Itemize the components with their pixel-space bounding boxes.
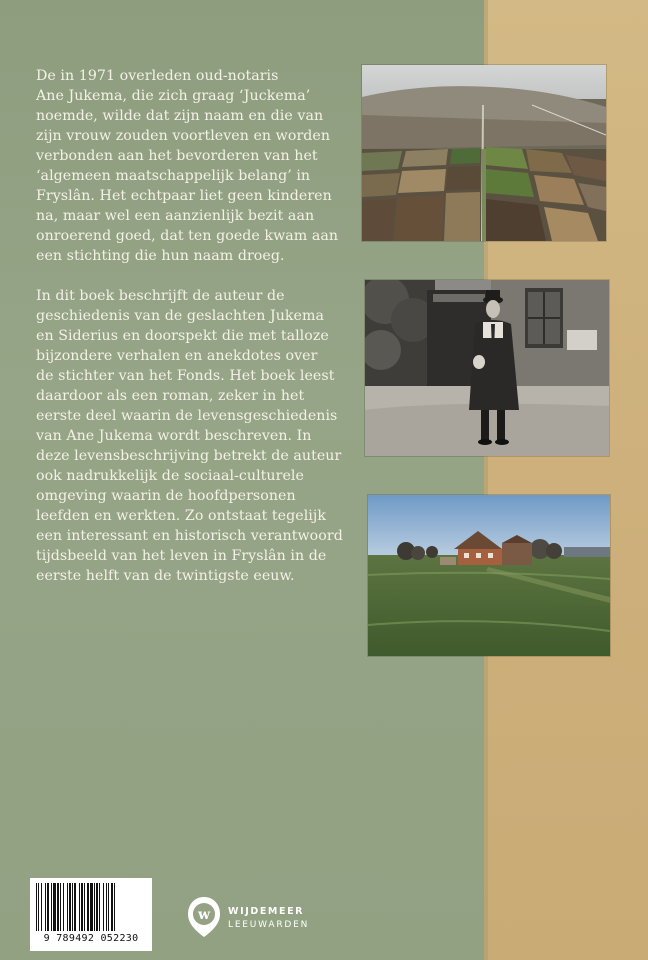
historic-portrait-image bbox=[365, 280, 609, 456]
barcode-bars bbox=[34, 883, 148, 931]
blurb-paragraph-2: In dit boek beschrijft de auteur de geschiedenis van de geslachten Jukema en Siderius en doorspekt die met talloze bijzondere verhalen en anekdotes over de stichter van het Fonds. Het boek leest daardoor als een roman, zeker in het eerste deel waarin de levensgeschiedenis van Ane Jukema wordt beschreven. In deze levensbeschrijving betrekt de auteur ook nadrukkelijk de sociaal-culturele omgeving waarin de hoofdpersonen leefden en werkten. Zo ontstaat tegelijk een interessant en historisch verantwoord tijdsbeeld van het leven in Fryslân in de eerste helft van de twintigste eeuw. bbox=[36, 288, 343, 584]
isbn-number: 9 789492 052230 bbox=[43, 933, 139, 944]
farmhouse-landscape-image bbox=[368, 495, 610, 656]
photo-farmhouse bbox=[368, 495, 610, 656]
blurb-text bbox=[36, 66, 356, 606]
publisher-logo-icon bbox=[186, 895, 222, 939]
publisher-name: WIJDEMEER bbox=[228, 906, 305, 917]
isbn-barcode bbox=[30, 878, 152, 951]
photo-man-in-hat bbox=[365, 280, 609, 456]
blurb-paragraph-1: De in 1971 overleden oud-notaris Ane Jukema, die zich graag ‘Juckema’ noemde, wilde dat zijn naam en die van zijn vrouw zouden voortleven en worden verbonden aan het bevorderen van het ‘algemeen maatschappelijk belang’ in Fryslân. Het echtpaar liet geen kinderen na, maar wel een aanzienlijk bezit aan onroerend goed, dat ten goede kwam aan een stichting die hun naam droeg. bbox=[36, 68, 339, 264]
publisher-block bbox=[186, 895, 336, 945]
photo-aerial-farmland bbox=[362, 65, 606, 241]
aerial-farmland-image bbox=[362, 65, 606, 241]
publisher-city: LEEUWARDEN bbox=[228, 920, 310, 930]
publisher-logo-letter: w bbox=[197, 907, 211, 923]
